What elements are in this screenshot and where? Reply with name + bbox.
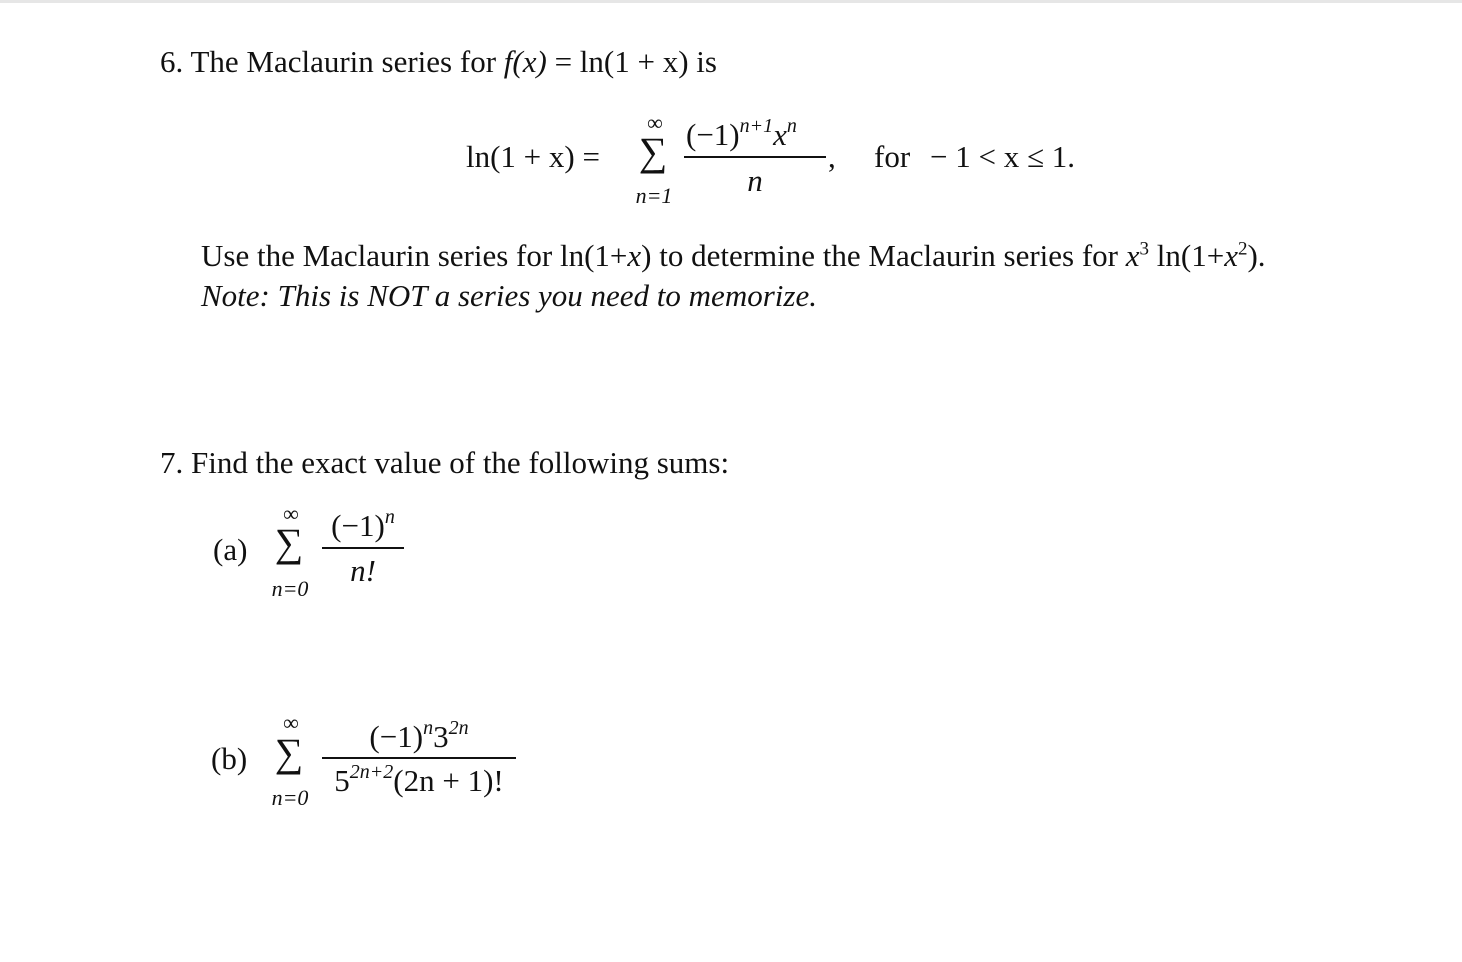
series-denominator: n <box>747 163 763 198</box>
series-numerator-base: (−1) <box>686 117 740 152</box>
problem-6-instruction <box>201 240 1266 271</box>
part-a-numerator <box>322 506 404 543</box>
part-a-label: (a) <box>213 532 248 567</box>
problem-6-note: Note: This is NOT a series you need to memorize. <box>201 278 817 313</box>
instruction-part-a: Use the Maclaurin series for ln(1+ <box>201 238 628 273</box>
problem-6-statement <box>160 46 717 77</box>
instruction-part-c: ln(1+ <box>1156 238 1225 273</box>
instruction-variable-2: x <box>1125 238 1140 273</box>
part-b-numerator <box>322 717 516 754</box>
instruction-part-b: ) to determine the Maclaurin series for <box>641 238 1119 273</box>
problem-7-prompt: Find the exact value of the following sums: <box>191 445 730 480</box>
series-numerator-variable: x <box>773 117 787 152</box>
series-numerator-variable-exponent: n <box>786 115 797 137</box>
part-b-denominator-five: 5 <box>334 763 350 798</box>
series-lhs: ln(1 + x) = <box>466 139 600 174</box>
series-sum-upper-limit: ∞ <box>647 110 663 135</box>
part-a-sum-lower-limit: n=0 <box>271 576 309 601</box>
problem-7-number: 7. <box>160 445 184 480</box>
problem-7-statement <box>160 447 729 478</box>
part-b-label: (b) <box>211 741 248 776</box>
series-condition-for: for <box>874 139 911 174</box>
part-b-numerator-base: (−1) <box>369 719 424 754</box>
series-sum-symbol: ∑ <box>638 129 668 174</box>
part-a-numerator-exponent: n <box>384 506 395 528</box>
series-numerator-exponent: n+1 <box>739 115 774 137</box>
instruction-variable-3: x <box>1224 238 1238 273</box>
instruction-part-d: ). <box>1247 238 1266 273</box>
series-comma: , <box>828 139 836 174</box>
part-b-sum-symbol: ∑ <box>274 730 304 775</box>
problem-6-number: 6. <box>160 44 184 79</box>
series-condition: − 1 < x ≤ 1. <box>930 139 1075 174</box>
part-b-denominator-exponent: 2n+2 <box>349 761 394 783</box>
part-b-numerator-exponent-1: n <box>423 717 434 739</box>
part-a-sum-upper-limit: ∞ <box>283 501 299 526</box>
part-a-sum-symbol: ∑ <box>274 520 304 565</box>
part-b-numerator-exponent-2: 2n <box>448 717 469 739</box>
part-a-numerator-base: (−1) <box>331 508 385 543</box>
series-sum-lower-limit: n=1 <box>635 183 673 208</box>
part-b-fraction-bar <box>322 757 516 759</box>
part-b-denominator <box>322 761 516 798</box>
series-fraction-bar <box>684 156 826 158</box>
problem-6-intro-is: is <box>696 44 717 79</box>
top-border <box>0 0 1462 3</box>
instruction-exponent-2: 2 <box>1237 238 1248 260</box>
instruction-variable-1: x <box>627 238 642 273</box>
part-b-numerator-three: 3 <box>433 719 449 754</box>
instruction-exponent-3: 3 <box>1139 238 1150 260</box>
problem-6-function-value: = ln(1 + x) <box>554 44 689 79</box>
problem-6-intro-text: The Maclaurin series for <box>190 44 497 79</box>
part-b-sum-upper-limit: ∞ <box>283 710 299 735</box>
part-b-denominator-rest: (2n + 1)! <box>393 763 504 798</box>
part-a-denominator: n! <box>350 553 376 588</box>
problem-6-function: f(x) <box>503 44 547 79</box>
part-b-sum-lower-limit: n=0 <box>271 785 309 810</box>
part-a-fraction-bar <box>322 547 404 549</box>
series-numerator <box>686 115 797 152</box>
